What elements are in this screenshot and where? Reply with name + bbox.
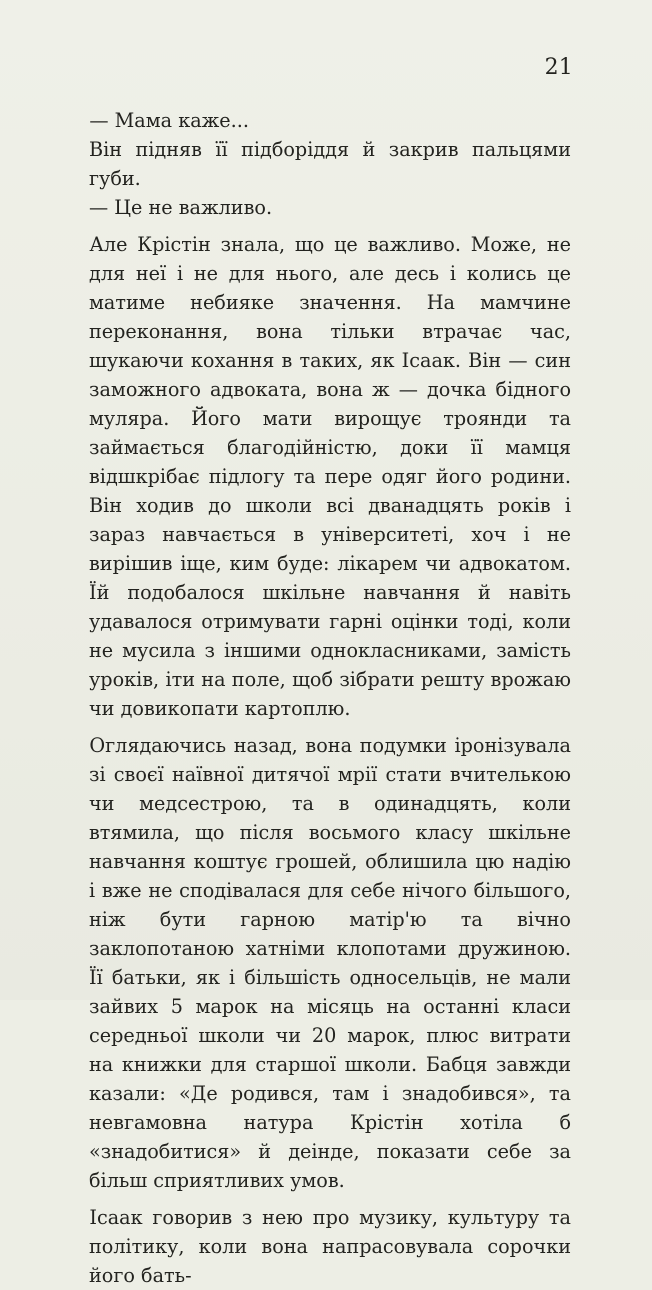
dialogue-line: — Мама каже... [89,109,249,132]
dialogue-line: — Це не важливо. [89,196,273,219]
paragraph: Оглядаючись назад, вона подумки іронізувала зі своєї наївної дитячої мрії стати вчителькою чи медсестрою, та в одинадцять, коли втямила, що після восьмого класу шкільне навчання коштує грошей, облишила цю надію і вже не сподівалася для себе нічого більшого, ніж бути гарною матір'ю та вічно заклопотаною хатніми клопотами дружиною. Її батьки, як і більшість односельців, не мали зайвих 5 марок на місяць на останні класи середньої школи чи 20 марок, плюс витрати на книжки для старшої школи. Бабця завжди казали: «Де родився, там і знадобився», та невгамовна натура Крістін хотіла б «знадобитися» й деінде, показати себе за більш сприятливих умов. [89,734,571,1192]
page-body-text [89,106,571,1290]
page-number: 21 [544,55,573,80]
narrative-line: Він підняв її підборіддя й закрив пальцями губи. [89,138,571,190]
paragraph: Ісаак говорив з нею про музику, культуру та політику, коли вона напрасовувала сорочки його бать- [89,1206,571,1287]
paragraph-spacing [89,222,571,230]
paragraph-spacing [89,723,571,731]
paragraph-spacing [89,1195,571,1203]
paragraph: Але Крістін знала, що це важливо. Може, не для неї і не для нього, але десь і колись це матиме небияке значення. На мамчине переконання, вона тільки втрачає час, шукаючи кохання в таких, як Ісаак. Він — син заможного адвоката, вона ж — дочка бідного муляра. Його мати вирощує троянди та займається благодійністю, доки її мамця відшкрібає підлогу та пере одяг його родини. Він ходив до школи всі дванадцять років і зараз навчається в університеті, хоч і не вирішив іще, ким буде: лікарем чи адвокатом. Їй подобалося шкільне навчання й навіть удавалося отримувати гарні оцінки тоді, коли не мусила з іншими однокласниками, замість уроків, іти на поле, щоб зібрати решту врожаю чи довикопати картоплю. [89,233,571,720]
